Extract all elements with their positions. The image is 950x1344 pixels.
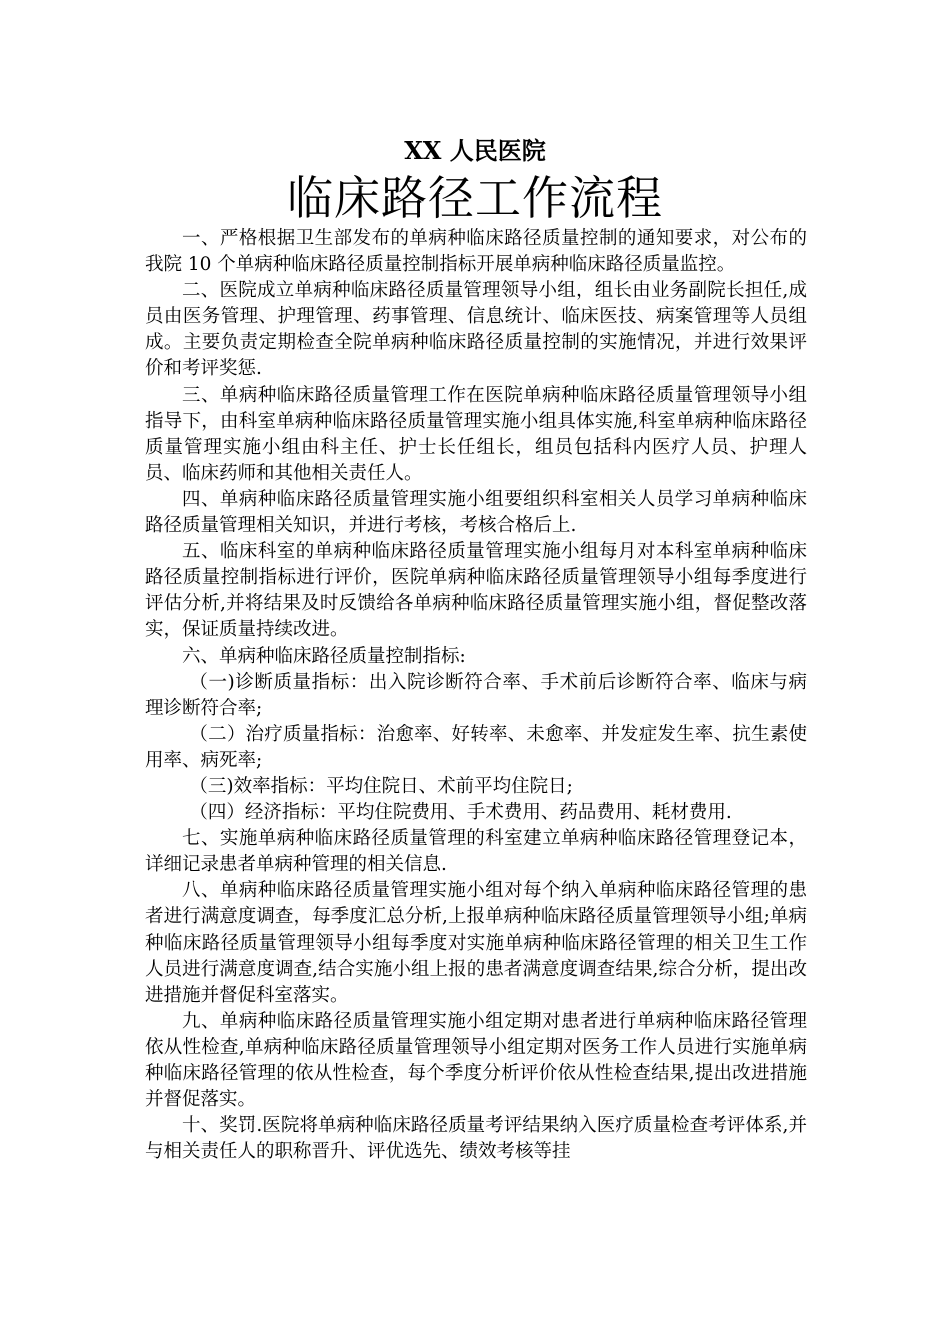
paragraph-10: 十、奖罚.医院将单病种临床路径质量考评结果纳入医疗质量检查考评体系,并与相关责任人的职称晋升、评优选先、绩效考核等挂 [145,1115,807,1163]
document-body [145,226,807,1236]
paragraph-5: 五、临床科室的单病种临床路径质量管理实施小组每月对本科室单病种临床路径质量控制指标进行评价，医院单病种临床路径质量管理领导小组每季度进行评估分析,并将结果及时反馈给各单病种临床路径质量管理实施小组，督促整改落实，保证质量持续改进。 [145,541,807,641]
indicator-diagnosis: （一)诊断质量指标：出入院诊断符合率、手术前后诊断符合率、临床与病理诊断符合率; [145,671,807,719]
document-title: 临床路径工作流程 [287,171,663,225]
paragraph-6: 六、单病种临床路径质量控制指标: [182,645,466,667]
paragraph-7: 七、实施单病种临床路径质量管理的科室建立单病种临床路径管理登记本，详细记录患者单病种管理的相关信息. [145,828,807,876]
indicator-treatment: （二）治疗质量指标：治愈率、好转率、未愈率、并发症发生率、抗生素使用率、病死率; [145,723,807,771]
indicator-efficiency: （三)效率指标：平均住院日、术前平均住院日; [189,775,573,797]
paragraph-2: 二、医院成立单病种临床路径质量管理领导小组，组长由业务副院长担任,成员由医务管理、护理管理、药事管理、信息统计、临床医技、病案管理等人员组成。主要负责定期检查全院单病种临床路径质量控制的实施情况，并进行效果评价和考评奖惩. [145,280,807,380]
paragraph-4: 四、单病种临床路径质量管理实施小组要组织科室相关人员学习单病种临床路径质量管理相关知识，并进行考核，考核合格后上. [145,488,807,537]
paragraph-8: 八、单病种临床路径质量管理实施小组对每个纳入单病种临床路径管理的患者进行满意度调查，每季度汇总分析,上报单病种临床路径质量管理领导小组;单病种临床路径质量管理领导小组每季度对实施单病种临床路径管理的相关卫生工作人员进行满意度调查,结合实施小组上报的患者满意度调查结果,综合分析，提出改进措施并督促科室落实。 [145,880,807,1006]
indicator-economic: （四）经济指标：平均住院费用、手术费用、药品费用、耗材费用. [189,802,732,824]
paragraph-9: 九、单病种临床路径质量管理实施小组定期对患者进行单病种临床路径管理依从性检查,单病种临床路径质量管理领导小组定期对医务工作人员进行实施单病种临床路径管理的依从性检查，每个季度分析评价依从性检查结果,提出改进措施并督促落实。 [145,1010,807,1111]
paragraph-3: 三、单病种临床路径质量管理工作在医院单病种临床路径质量管理领导小组指导下，由科室单病种临床路径质量管理实施小组具体实施,科室单病种临床路径质量管理实施小组由科主任、护士长任组长，组员包括科内医疗人员、护理人员、临床药师和其他相关责任人。 [145,384,807,484]
hospital-name: XX 人民医院 [404,136,546,165]
paragraph-1: 一、严格根据卫生部发布的单病种临床路径质量控制的通知要求，对公布的我院 10 个单病种临床路径质量控制指标开展单病种临床路径质量监控。 [145,228,807,276]
